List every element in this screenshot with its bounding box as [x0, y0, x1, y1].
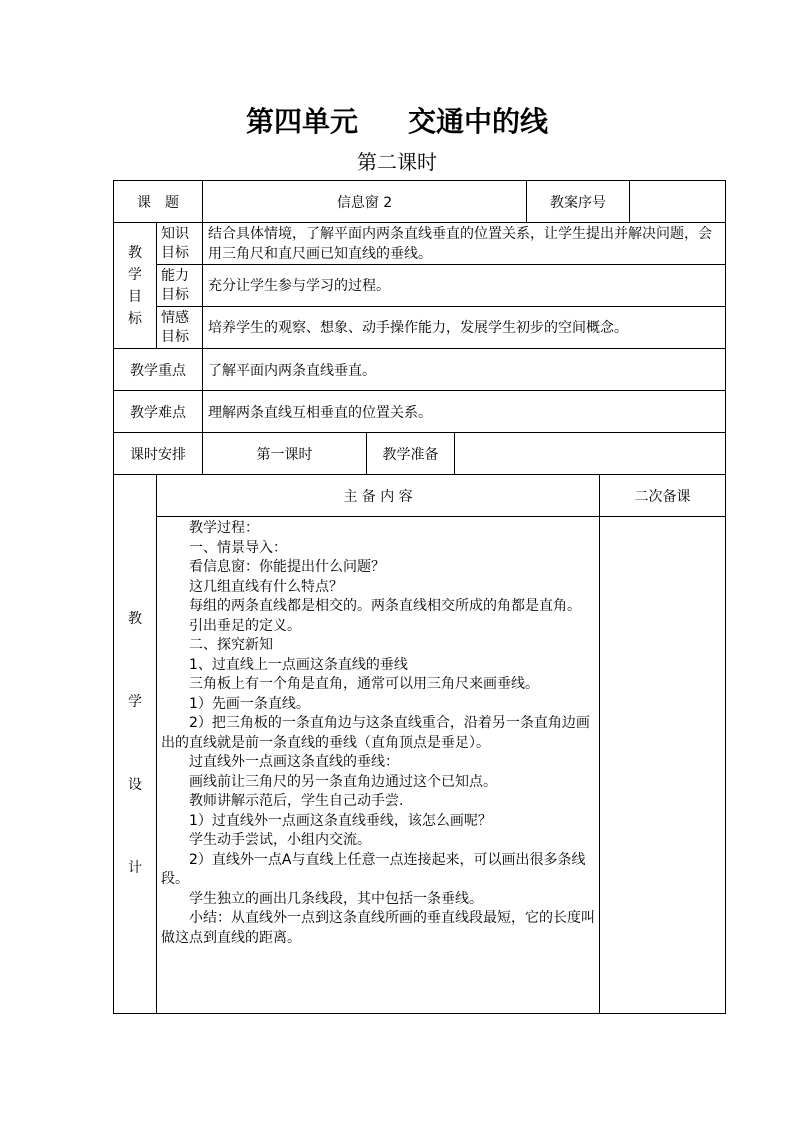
page-subtitle: 第二课时	[357, 150, 437, 174]
row-difficulty	[114, 391, 726, 433]
teaching-process: 教学过程： 一、情景导入： 看信息窗：你能提出什么问题？ 这几组直线有什么特点？ 每组的两条直线都是相交的。两条直线相交所成的角都是直角。 引出垂足的定义。 二、探究新知 1、过直线上一点画这条直线的垂线 三角板上有一个角是直角，通常可以用三角尺来画垂线。 1）先画一条直线。 2）把三角板的一条直角边与这条直线重合，沿着另一条直角边画出的直线就是前一条直线的垂线（直角顶点是垂足）。 过直线外一点画这条直线的垂线： 画线前让三角尺的另一条直角边通过这个已知点。 教师讲解示范后，学生自己动手尝. 1）过直线外一点画这条直线垂线，该怎么画呢？ 学生动手尝试，小组内交流。 2）直线外一点A与直线上任意一点连接起来，可以画出很多条线段。 学生独立的画出几条线段，其中包括一条垂线。 小结：从直线外一点到这条直线所画的垂直线段最短，它的长度叫做这点到直线的距离。	[157, 517, 600, 1014]
unit-title: 第四单元	[245, 105, 358, 138]
main-content-label: 主 备 内 容	[157, 475, 600, 517]
prep-label: 教学准备	[367, 433, 455, 475]
difficulty-label: 教学难点	[114, 391, 203, 433]
goal-ability-text: 充分让学生参与学习的过程。	[203, 265, 726, 307]
plan-no-value	[630, 181, 726, 223]
unit-topic: 交通中的线	[408, 105, 549, 138]
lesson-plan-table	[113, 180, 726, 1014]
difficulty-text: 理解两条直线互相垂直的位置关系。	[203, 391, 726, 433]
second-prep-value	[600, 517, 726, 1014]
key-point-label: 教学重点	[114, 349, 203, 391]
row-goal-emotion	[114, 307, 726, 349]
row-goal-ability	[114, 265, 726, 307]
goals-label: 教 学 目 标	[114, 223, 157, 349]
prep-value	[455, 433, 726, 475]
row-goal-knowledge	[114, 223, 726, 265]
topic-value: 信息窗 2	[203, 181, 527, 223]
goal-emotion-text: 培养学生的观察、想象、动手操作能力，发展学生初步的空间概念。	[203, 307, 726, 349]
row-design-header	[114, 475, 726, 517]
schedule-label: 课时安排	[114, 433, 203, 475]
schedule-value: 第一课时	[203, 433, 367, 475]
goal-ability-label: 能力 目标	[157, 265, 203, 307]
goal-knowledge-text: 结合具体情境，了解平面内两条直线垂直的位置关系，让学生提出并解决问题，会用三角尺和直尺画已知直线的垂线。	[203, 223, 726, 265]
row-topic	[114, 181, 726, 223]
goal-knowledge-label: 知识 目标	[157, 223, 203, 265]
page-title	[0, 100, 794, 140]
key-point-text: 了解平面内两条直线垂直。	[203, 349, 726, 391]
design-label: 教 学 设 计	[114, 475, 157, 1014]
row-schedule	[114, 433, 726, 475]
plan-no-label: 教案序号	[527, 181, 630, 223]
row-key-point	[114, 349, 726, 391]
goal-emotion-label: 情感 目标	[157, 307, 203, 349]
row-design-body	[114, 517, 726, 1014]
topic-label: 课 题	[114, 181, 203, 223]
second-prep-label: 二次备课	[600, 475, 726, 517]
